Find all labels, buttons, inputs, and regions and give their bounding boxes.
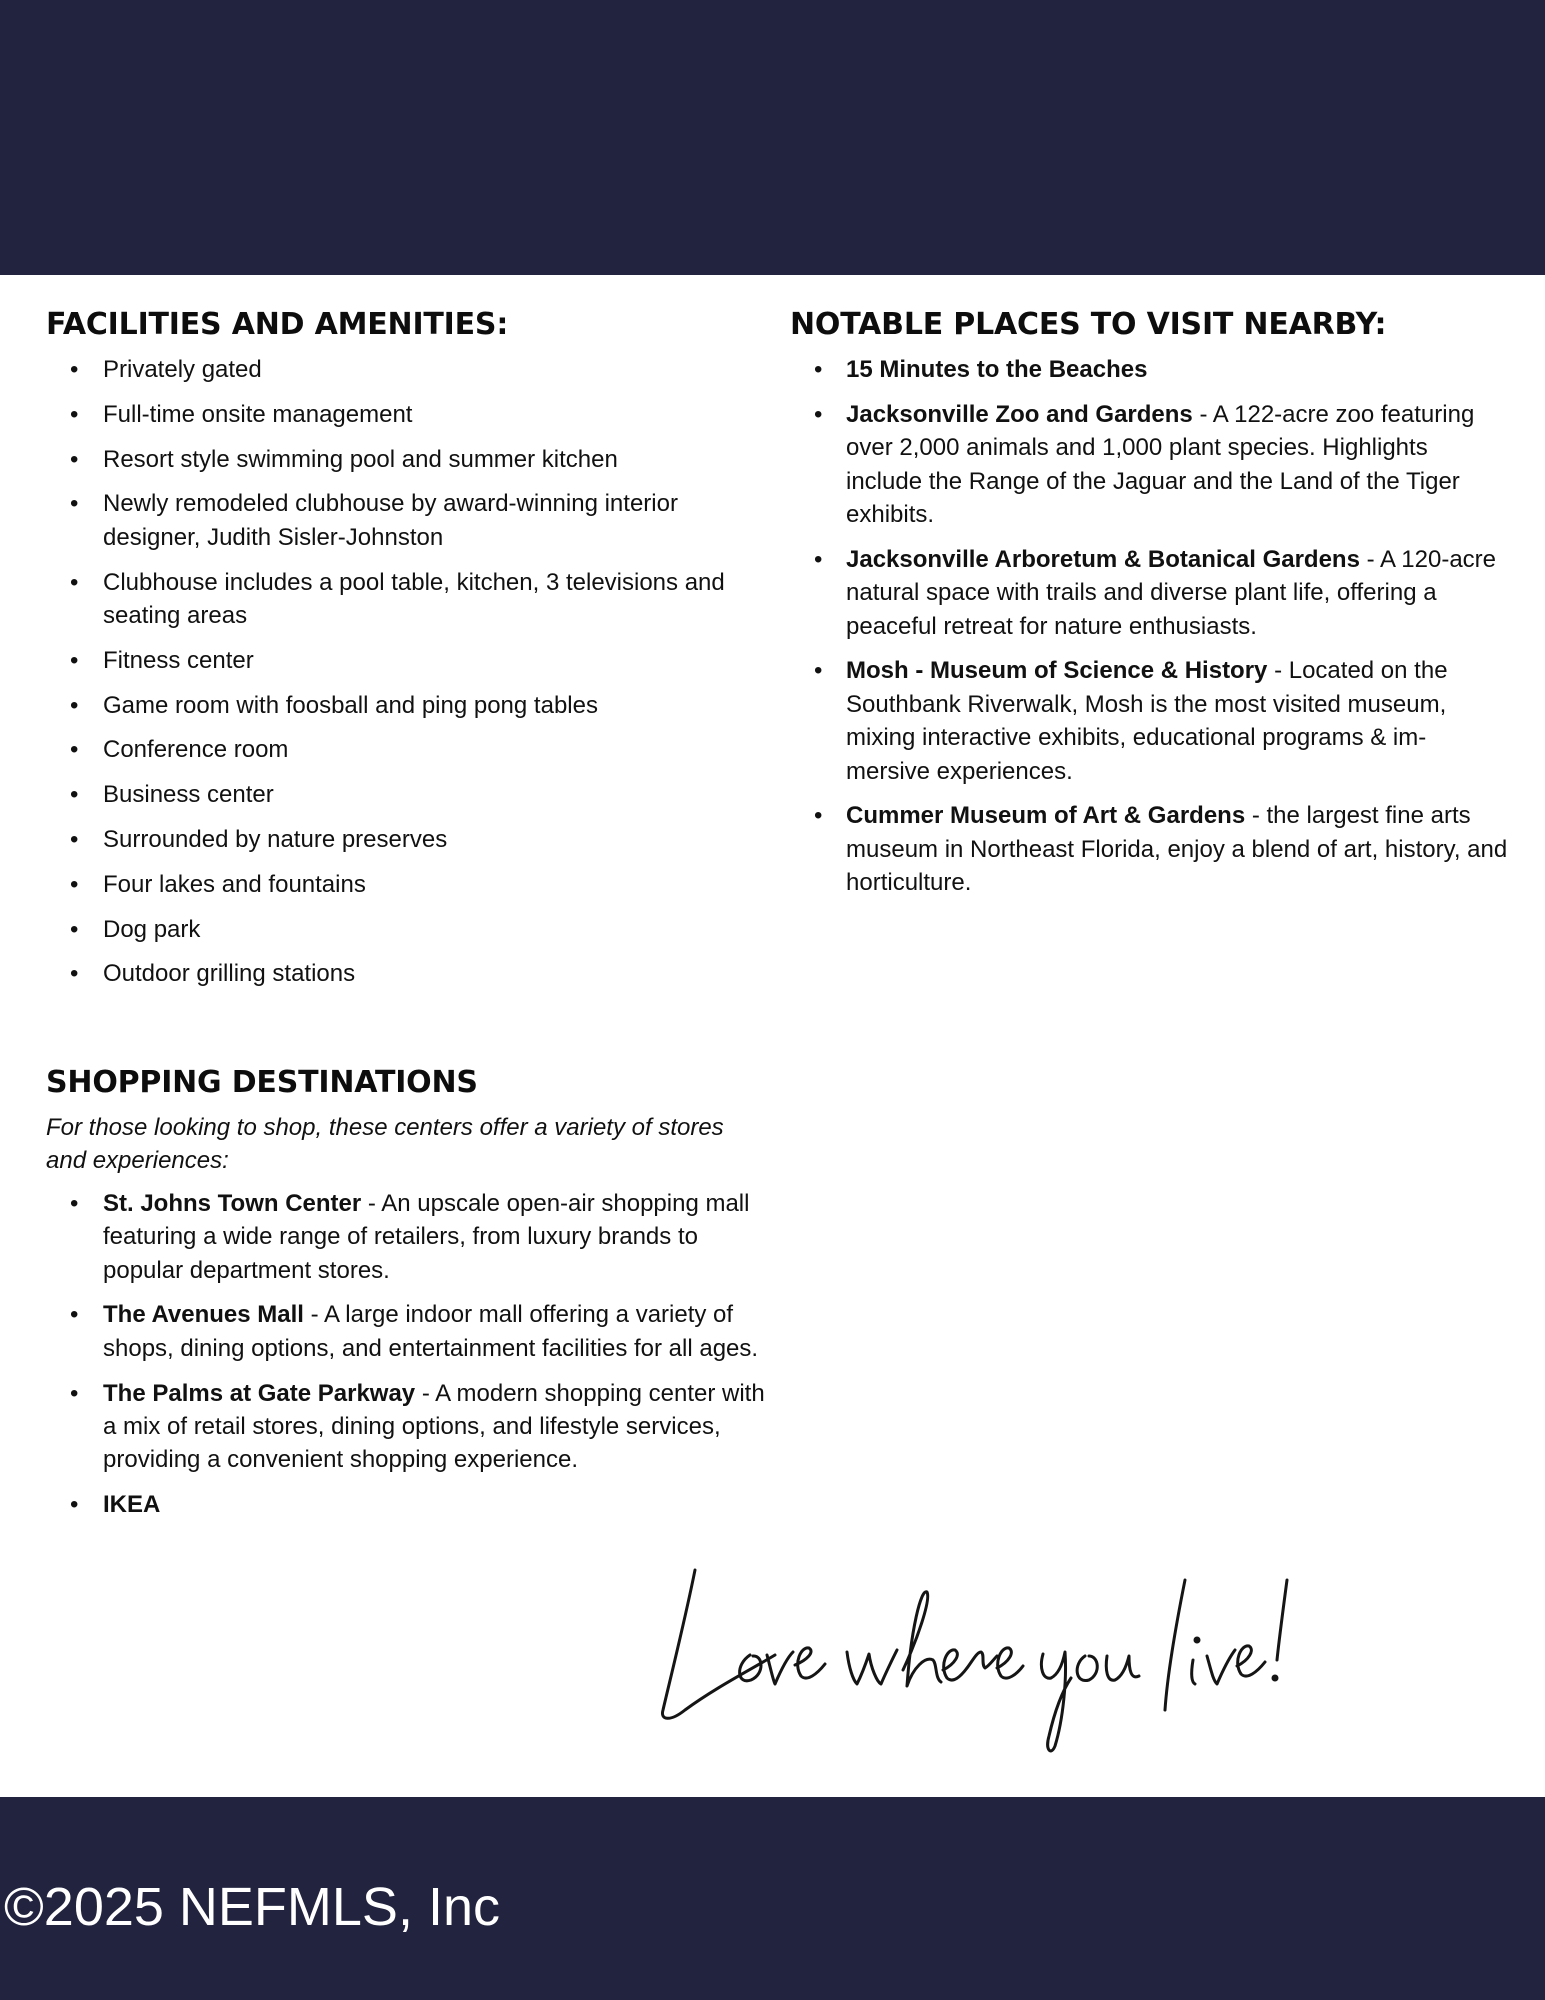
place-name: Mosh - Museum of Science & History	[846, 657, 1268, 685]
list-item	[46, 1187, 766, 1287]
list-item	[46, 957, 766, 990]
bullet-icon: •	[814, 802, 823, 830]
bullet-icon: •	[814, 657, 823, 685]
list-item	[46, 1377, 766, 1477]
list-item	[46, 1488, 766, 1521]
signature-letter-r	[967, 1652, 997, 1668]
bullet-icon: •	[70, 445, 79, 473]
bullet-icon: •	[70, 960, 79, 988]
item-text: Four lakes and fountains	[103, 870, 366, 898]
list-item	[46, 1298, 766, 1365]
list-item	[790, 543, 1510, 643]
list-item	[46, 689, 766, 722]
item-text: Business center	[103, 781, 274, 809]
list-item	[46, 353, 766, 386]
bullet-icon: •	[70, 691, 79, 719]
item-text: Full-time onsite management	[103, 400, 413, 428]
facilities-heading: FACILITIES AND AMENITIES:	[46, 307, 509, 342]
shopping-list	[46, 1187, 766, 1522]
love-where-you-live-signature	[655, 1560, 1335, 1760]
store-name: IKEA	[103, 1491, 161, 1519]
notable-places-heading: NOTABLE PLACES TO VISIT NEARBY:	[790, 307, 1387, 342]
notable-places-section	[790, 305, 1510, 911]
item-text: Clubhouse includes a pool table, kitchen, 3 televisions and seating areas	[103, 568, 725, 629]
place-description: - A 120-acre natural space with trails and diverse plant life, offering a peaceful retreat for nature enthusiasts.	[846, 545, 1497, 640]
place-name: Jacksonville Arboretum & Botanical Gardens	[846, 545, 1360, 573]
signature-exclamation	[1277, 1580, 1287, 1660]
notable-places-list	[790, 353, 1510, 900]
list-item	[46, 868, 766, 901]
bullet-icon: •	[70, 646, 79, 674]
shopping-intro: For those looking to shop, these centers offer a variety of stores and experiences:	[46, 1114, 724, 1175]
item-text: Newly remodeled clubhouse by award-winning interior designer, Judith Sisler-Johnston	[103, 490, 678, 551]
signature-letter-e	[795, 1648, 825, 1678]
signature-letter-i	[1192, 1660, 1195, 1684]
bullet-icon: •	[70, 1491, 79, 1519]
signature-exclamation-dot	[1273, 1676, 1277, 1680]
signature-letter-u	[1106, 1656, 1139, 1680]
place-description: - the largest fine arts museum in Northeast Florida, enjoy a blend of art, history, and horticulture.	[846, 802, 1508, 897]
bullet-icon: •	[70, 1379, 79, 1407]
list-item	[46, 913, 766, 946]
store-description: - A modern shopping center with a mix of retail stores, dining options, and lifestyle services, providing a convenient shopping experience.	[103, 1379, 765, 1474]
header-band	[0, 0, 1545, 275]
place-name: Cummer Museum of Art & Gardens	[846, 802, 1246, 830]
signature-letter-e4	[1237, 1646, 1265, 1676]
place-description: - Located on the Southbank Riverwalk, Mosh is the most visited museum, mixing interactive exhibits, educational programs & im-mersive experiences.	[846, 657, 1448, 785]
place-description: - A 122-acre zoo featuring over 2,000 animals and 1,000 plant species. Highlights include the Range of the Jaguar and the Land of the Tiger exhibits.	[846, 400, 1475, 529]
signature-letter-v2	[1207, 1650, 1235, 1684]
list-item	[790, 799, 1510, 899]
list-item	[46, 823, 766, 856]
signature-letter-o2	[1077, 1656, 1097, 1681]
list-item	[46, 733, 766, 766]
bullet-icon: •	[70, 400, 79, 428]
bullet-icon: •	[814, 545, 823, 573]
signature-dot	[1195, 1638, 1199, 1642]
bullet-icon: •	[70, 568, 79, 596]
signature-letter-h	[903, 1592, 941, 1686]
place-name: 15 Minutes to the Beaches	[846, 356, 1148, 383]
item-text: Privately gated	[103, 356, 262, 383]
signature-letter-y	[1041, 1652, 1071, 1751]
item-text: Surrounded by nature preserves	[103, 825, 448, 853]
signature-letter-l	[662, 1570, 775, 1718]
facilities-list	[46, 353, 766, 991]
facilities-section	[46, 305, 766, 1002]
list-item	[46, 644, 766, 677]
item-text: Fitness center	[103, 646, 254, 674]
bullet-icon: •	[70, 781, 79, 809]
store-name: The Palms at Gate Parkway	[103, 1379, 416, 1407]
signature-letter-e3	[997, 1648, 1023, 1678]
shopping-section	[46, 1063, 766, 1533]
signature-letter-w	[847, 1650, 897, 1684]
bullet-icon: •	[70, 915, 79, 943]
list-item	[46, 487, 766, 554]
bullet-icon: •	[70, 736, 79, 764]
bullet-icon: •	[70, 870, 79, 898]
list-item	[790, 654, 1510, 788]
bullet-icon: •	[70, 1189, 79, 1217]
signature-letter-e2	[943, 1650, 967, 1680]
store-description: - An upscale open-air shopping mall featuring a wide range of retailers, from luxury brands to popular department stores.	[103, 1189, 750, 1284]
bullet-icon: •	[814, 400, 823, 428]
item-text: Game room with foosball and ping pong tables	[103, 691, 598, 719]
list-item	[790, 398, 1510, 532]
store-description: - A large indoor mall offering a variety of shops, dining options, and entertainment facilities for all ages.	[103, 1301, 759, 1362]
copyright-text: ©2025 NEFMLS, Inc	[4, 1877, 500, 1937]
list-item	[790, 353, 1510, 386]
list-item	[46, 778, 766, 811]
store-name: St. Johns Town Center	[103, 1189, 362, 1217]
item-text: Dog park	[103, 915, 201, 943]
shopping-heading: SHOPPING DESTINATIONS	[46, 1065, 478, 1100]
bullet-icon: •	[70, 356, 79, 383]
item-text: Conference room	[103, 736, 289, 764]
list-item	[46, 398, 766, 431]
store-name: The Avenues Mall	[103, 1301, 304, 1329]
item-text: Resort style swimming pool and summer kitchen	[103, 445, 618, 473]
bullet-icon: •	[70, 490, 79, 518]
place-name: Jacksonville Zoo and Gardens	[846, 400, 1193, 428]
bullet-icon: •	[814, 356, 823, 383]
bullet-icon: •	[70, 825, 79, 853]
item-text: Outdoor grilling stations	[103, 960, 356, 988]
list-item	[46, 443, 766, 476]
list-item	[46, 566, 766, 633]
bullet-icon: •	[70, 1301, 79, 1329]
signature-letter-l2	[1165, 1580, 1185, 1710]
